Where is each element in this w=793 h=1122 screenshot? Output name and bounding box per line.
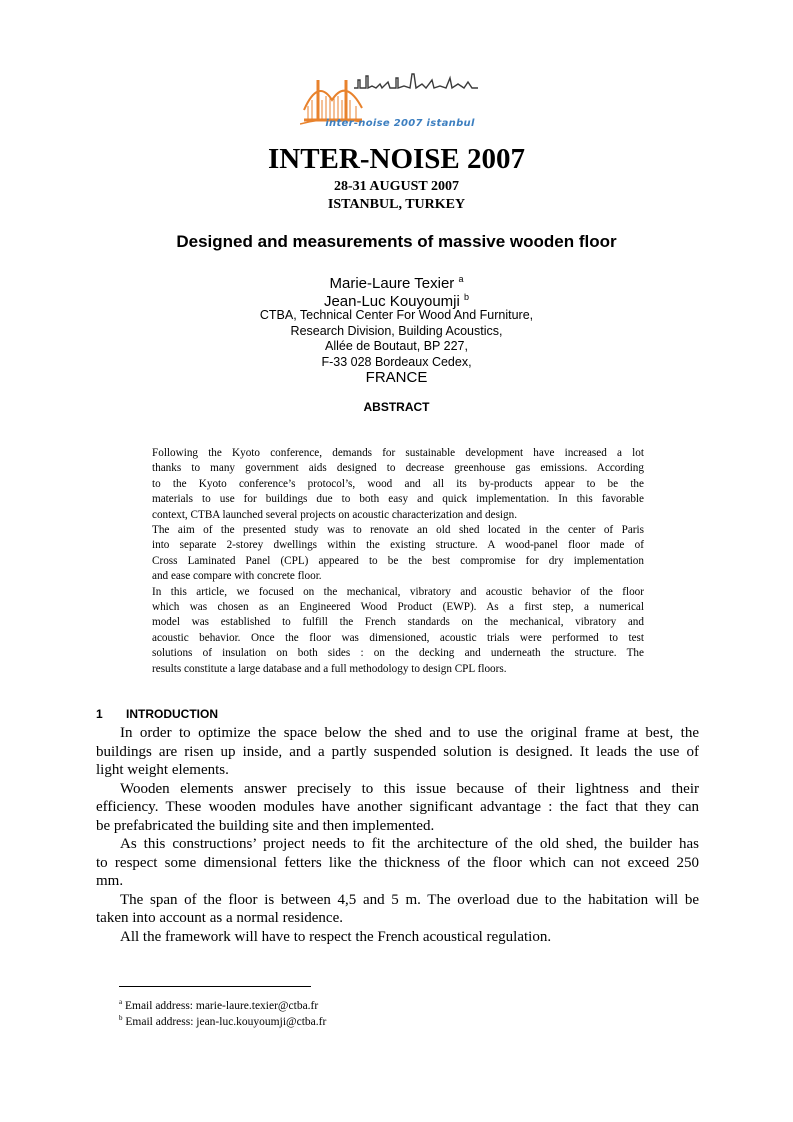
abstract-line: solutions of insulation on both sides : on the decking and underneath the structure. The	[152, 647, 644, 660]
abstract-line: context, CTBA launched several projects on acoustic characterization and design.	[152, 508, 518, 521]
abstract-line: results constitute a large database and a full methodology to design CPL floors.	[152, 662, 507, 675]
body-line: All the framework will have to respect the French acoustical regulation.	[120, 928, 552, 945]
affiliation-line: CTBA, Technical Center For Wood And Furniture,	[259, 308, 534, 322]
affiliation-line: Research Division, Building Acoustics,	[290, 323, 503, 338]
body-line: The span of the floor is between 4,5 and 5 m. The overload due to the habitation will be	[120, 891, 699, 908]
footnote-divider	[119, 986, 311, 987]
abstract-line: In this article, we focused on the mechanical, vibratory and acoustic behavior of the floor	[152, 585, 644, 598]
author-mark: a	[458, 274, 464, 284]
affiliation-line: F-33 028 Bordeaux Cedex,	[321, 354, 472, 369]
section-heading	[96, 707, 218, 722]
abstract-line: into separate 2-storey dwellings within the existing structure. A wood-panel floor made of	[152, 539, 644, 552]
section-title: INTRODUCTION	[126, 707, 218, 721]
conference-title: INTER-NOISE 2007	[267, 143, 526, 175]
body-line: mm.	[96, 873, 124, 889]
logo-caption: inter-noise 2007 istanbul	[325, 118, 475, 129]
body-line: buildings are risen up inside, and a partly suspended solution is designed. It leads the use of	[96, 743, 699, 760]
abstract-line: Following the Kyoto conference, demands for sustainable development have increased a lot	[152, 447, 644, 459]
body-line: As this constructions’ project needs to fit the architecture of the old shed, the builder has	[120, 836, 699, 852]
affiliation-line: Allée de Boutaut, BP 227,	[325, 339, 468, 353]
abstract-line: Cross Laminated Panel (CPL) appeared to be the best compromise for dry implementation	[152, 554, 644, 567]
author-mark: b	[464, 292, 470, 302]
abstract-line: which was chosen as an Engineered Wood Product (EWP). As a first step, a numerical	[152, 601, 644, 613]
abstract-line: acoustic behavior. Once the floor was dimensioned, acoustic trials were performed to test	[152, 631, 644, 644]
abstract-heading: ABSTRACT	[363, 400, 430, 414]
body-line: to respect some dimensional fetters like the thickness of the floor which can not exceed 250	[96, 854, 699, 871]
footnote-mark: b	[119, 1014, 123, 1022]
conference-dates: 28-31 AUGUST 2007	[334, 179, 459, 194]
section-number: 1	[96, 707, 103, 721]
body-line: light weight elements.	[96, 762, 229, 778]
paper-title: Designed and measurements of massive wooden floor	[176, 232, 617, 251]
body-line: In order to optimize the space below the shed and to use the original frame at best, the	[120, 725, 699, 741]
body-line: be prefabricated the building site and then implemented.	[96, 817, 435, 834]
abstract-line: model was established to fulfill the French standards on the mechanical, vibratory and	[152, 616, 644, 629]
footnote	[119, 1011, 326, 1029]
abstract-line: thanks to many government aids designed to decrease greenhouse gas emissions. According	[152, 462, 644, 475]
author-name: Marie-Laure Texier	[329, 275, 455, 292]
footnote-text: Email address: jean-luc.kouyoumji@ctba.fr	[125, 1016, 327, 1028]
abstract-line: and ease compare with concrete floor.	[152, 570, 322, 583]
affiliation-country: FRANCE	[365, 369, 428, 386]
abstract-line: materials to use for buildings due to both easy and quick implementation. In this favorable	[152, 493, 644, 506]
author-name: Jean-Luc Kouyoumji	[323, 293, 460, 310]
abstract-line: to the Kyoto conference’s protocol’s, wood and all its by-products appear to be the	[152, 477, 644, 490]
body-line: efficiency. These wooden modules have another significant advantage : the fact that they can	[96, 799, 699, 815]
footnote-text: Email address: marie-laure.texier@ctba.fr	[124, 1000, 319, 1012]
conference-location: ISTANBUL, TURKEY	[327, 197, 466, 212]
footnote-mark: a	[119, 998, 123, 1006]
body-line: Wooden elements answer precisely to this issue because of their lightness and their	[120, 780, 699, 797]
body-line: taken into account as a normal residence.	[96, 910, 343, 926]
abstract-line: The aim of the presented study was to renovate an old shed located in the center of Paris	[152, 524, 644, 536]
